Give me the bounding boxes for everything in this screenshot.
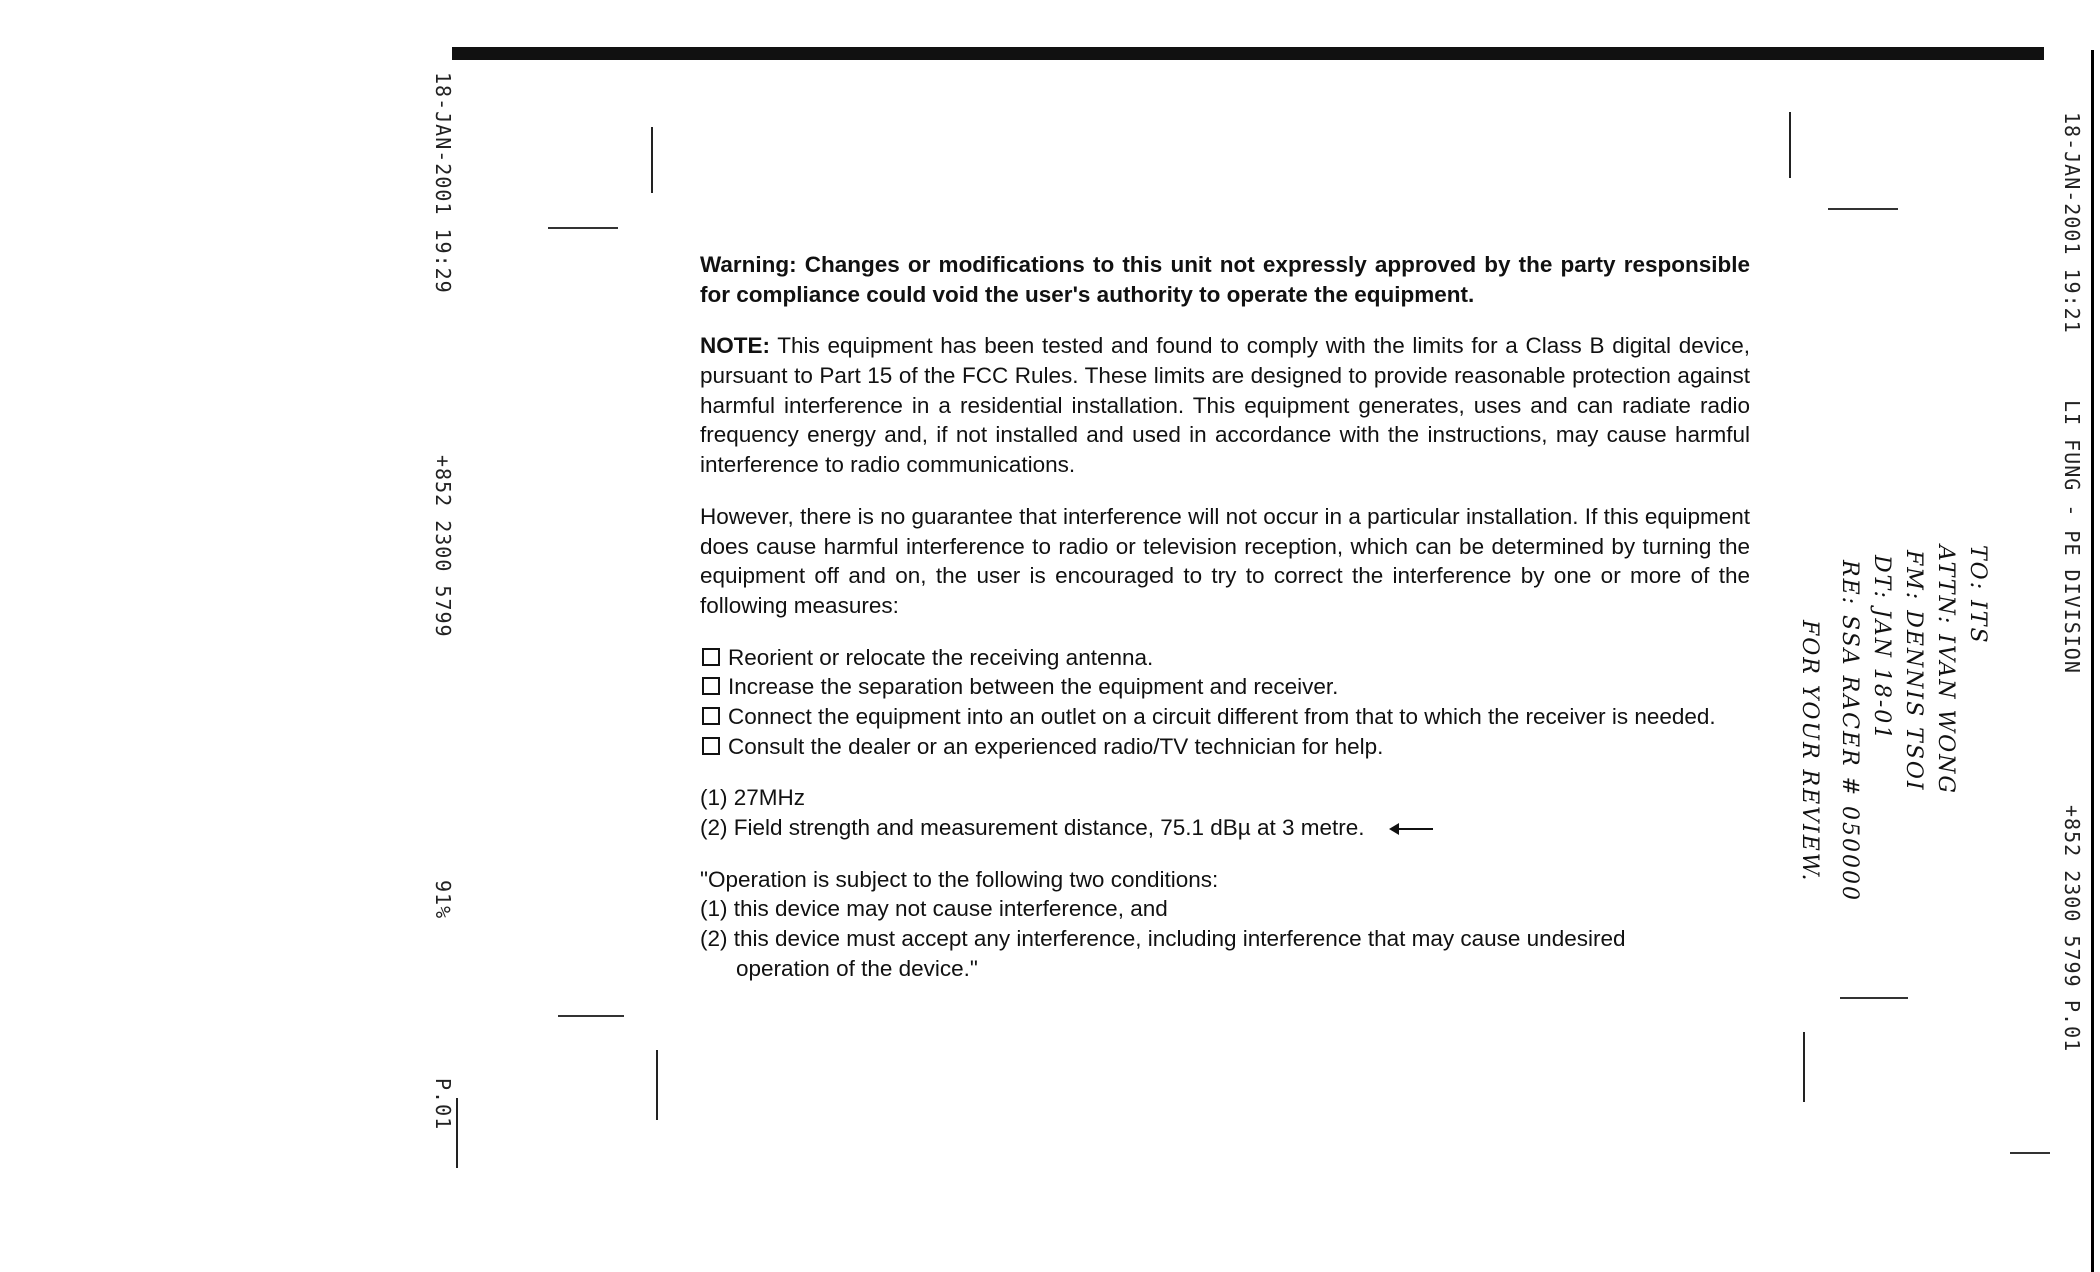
handwritten-line: TO: ITS [1965,545,1990,645]
crop-mark [1789,112,1791,178]
checkbox-icon [702,677,720,695]
list-item [700,643,1750,673]
handwritten-line: RE: SSA RACER # 050000 [1837,560,1862,902]
checkbox-icon [702,648,720,666]
measure-text: Connect the equipment into an outlet on a circuit different from that to which the receiver is needed. [728,703,1716,729]
fax-right-sender: LI FUNG - PE DIVISION [2060,400,2084,674]
conditions-block [700,865,1750,984]
note-paragraph [700,331,1750,479]
page-edge-line [2091,50,2094,1272]
conditions-intro: "Operation is subject to the following two conditions: [700,866,1219,892]
list-item [700,732,1750,762]
fax-right-page: P.01 [2060,1000,2084,1053]
crop-mark [1840,997,1908,999]
measures-list [700,643,1750,762]
arrow-icon [1391,828,1433,830]
measure-text: Increase the separation between the equipment and receiver. [728,674,1339,700]
measure-text: Consult the dealer or an experienced radio/TV technician for help. [728,733,1384,759]
crop-mark [558,1015,624,1017]
fax-left-phone: +852 2300 5799 [431,455,455,638]
checkbox-icon [702,737,720,755]
fax-right-datetime: 18-JAN-2001 19:21 [2060,112,2084,334]
fax-top-bar [452,47,2044,60]
crop-mark [548,227,618,229]
measure-text: Reorient or relocate the receiving antenna. [728,644,1154,670]
handwritten-line: DT: JAN 18-01 [1869,555,1894,742]
handwritten-line: FOR YOUR REVIEW. [1797,620,1822,883]
condition-2-continued: operation of the device." [736,955,978,981]
crop-mark [1803,1032,1805,1102]
checkbox-icon [702,707,720,725]
frequency-line: (1) 27MHz [700,785,806,811]
crop-mark [1828,208,1898,210]
crop-mark [656,1050,658,1120]
fax-right-phone: +852 2300 5799 [2060,805,2084,988]
field-strength-line: (2) Field strength and measurement distance, 75.1 dBµ at 3 metre. [700,813,1750,843]
crop-mark [2010,1152,2050,1154]
crop-mark [456,1098,458,1168]
list-item [700,702,1750,732]
fax-left-datetime: 18-JAN-2001 19:29 [431,72,455,294]
handwritten-line: FM: DENNIS TSOI [1901,550,1926,792]
fcc-notice [700,250,1750,983]
list-item [700,672,1750,702]
frequency-block [700,783,1750,842]
warning-paragraph: Warning: Changes or modifications to this unit not expressly approved by the party responsible for compliance could void the user's authority to operate the equipment. [700,252,1750,307]
crop-mark [651,127,653,193]
fax-left-percent: 91% [431,880,455,920]
condition-2: (2) this device must accept any interference, including interference that may cause undesired [700,926,1626,952]
note-label: NOTE: [700,333,770,359]
handwritten-line: ATTN: IVAN WONG [1933,545,1958,795]
note-text: This equipment has been tested and found to comply with the limits for a Class B digital device, pursuant to Part 15 of the FCC Rules. These limits are designed to provide reasonable protection against harmful interference in a residential installation. This equipment generates, uses and can radiate radio frequency energy and, if not installed and used in accordance with the instructions, may cause harmful interference to radio communications. [700,333,1750,478]
fax-left-page: P.01 [431,1078,455,1131]
condition-1: (1) this device may not cause interference, and [700,896,1168,922]
however-paragraph: However, there is no guarantee that interference will not occur in a particular installation. If this equipment does cause harmful interference to radio or television reception, which can be determined by turning the equipment off and on, the user is encouraged to try to correct the interference by one or more of the following measures: [700,503,1750,618]
